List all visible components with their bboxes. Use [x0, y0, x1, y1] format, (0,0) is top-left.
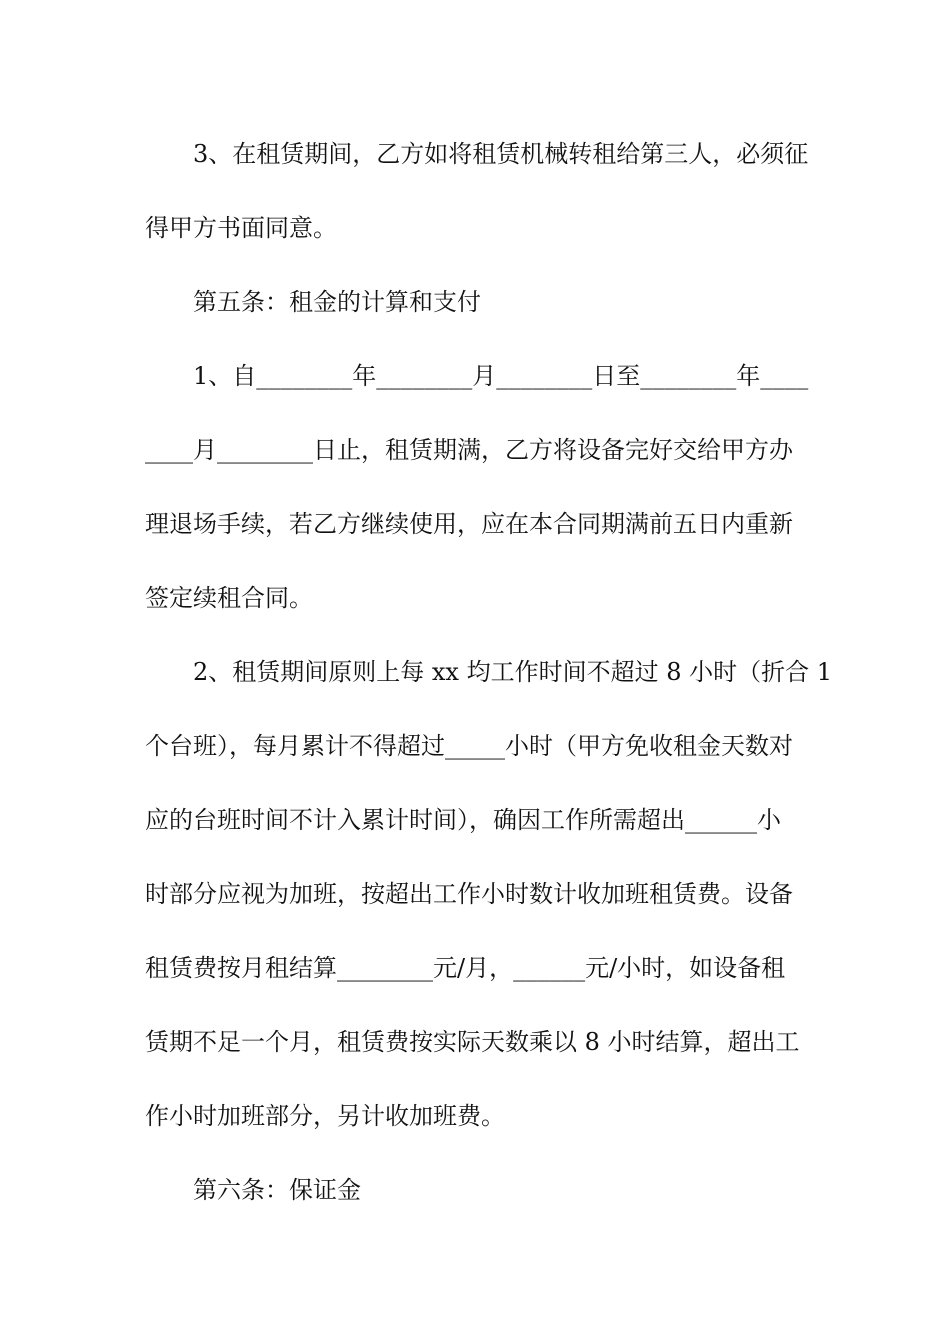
clause-1-line-2: ____月________日止，租赁期满，乙方将设备完好交给甲方办: [145, 436, 793, 464]
contract-text: [145, 130, 833, 1240]
article-6-heading: 第六条：保证金: [193, 1176, 361, 1204]
paragraph-3-line-1: 3、在租赁期间，乙方如将租赁机械转租给第三人，必须征: [193, 140, 809, 168]
paragraph-3-line-2: 得甲方书面同意。: [145, 214, 337, 242]
clause-2-line-4: 时部分应视为加班，按超出工作小时数计收加班租赁费。设备: [145, 880, 793, 908]
clause-2-line-7: 作小时加班部分，另计收加班费。: [145, 1102, 505, 1130]
clause-2-line-2: 个台班），每月累计不得超过_____小时（甲方免收租金天数对: [145, 732, 793, 760]
article-5-heading: 第五条：租金的计算和支付: [193, 288, 481, 316]
clause-2-line-3: 应的台班时间不计入累计时间），确因工作所需超出______小: [145, 806, 781, 834]
clause-1-line-4: 签定续租合同。: [145, 584, 313, 612]
clause-1-line-3: 理退场手续，若乙方继续使用，应在本合同期满前五日内重新: [145, 510, 793, 538]
clause-2-line-1: 2、租赁期间原则上每 xx 均工作时间不超过 8 小时（折合 1: [193, 658, 833, 686]
clause-2-line-5: 租赁费按月租结算________元/月，______元/小时，如设备租: [145, 954, 786, 982]
clause-1-line-1: 1、自________年________月________日至________年____: [193, 362, 809, 390]
clause-2-line-6: 赁期不足一个月，租赁费按实际天数乘以 8 小时结算，超出工: [145, 1028, 800, 1056]
